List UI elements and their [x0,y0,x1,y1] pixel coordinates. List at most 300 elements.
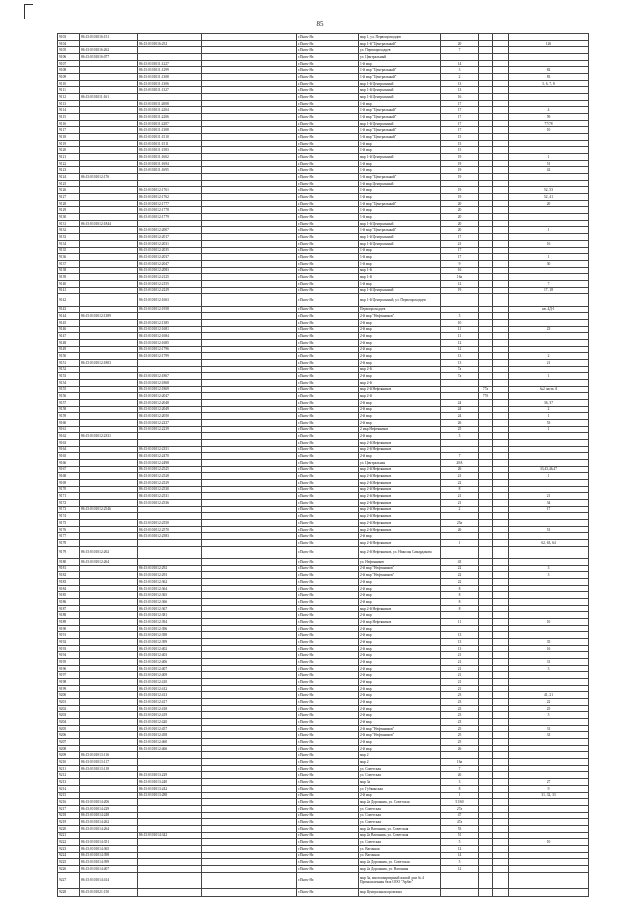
cell-apartment: 5 [509,712,589,719]
table-row [58,406,589,413]
cell-empty [493,712,509,719]
cell-house: 22 [441,565,479,572]
cell-apartment: 62, 63, 64 [509,540,589,547]
cell-cadastral-number: 86:15:0101012:412 [138,685,202,692]
cell-apartment [509,214,589,221]
cell-building [479,366,493,373]
cell-apartment [509,433,589,440]
cell-cadastral-parent: 86:15:0101021:150 [80,888,138,896]
cell-town: г.Пыть-Ях [297,254,359,261]
cell-empty [493,486,509,493]
cell-cadastral-parent: 86:15:0101014:365 [80,845,138,852]
cell-building [479,639,493,646]
cell-empty [202,326,297,333]
cell-address: мкр 1-й Центральный [359,234,441,241]
cell-cadastral-number: 86:15:0101016:252 [138,40,202,47]
table-row [58,366,589,373]
cell-cadastral-number: 86:15:0101012:2498 [138,459,202,466]
cell-building [479,585,493,592]
cell-town: г.Пыть-Ях [297,326,359,333]
table-row [58,639,589,646]
cell-town: г.Пыть-Ях [297,692,359,699]
cell-town: г.Пыть-Ях [297,526,359,533]
cell-empty [202,526,297,533]
cell-cadastral-parent: 86:15:0101012:1389 [80,313,138,320]
cell-cadastral-number [138,34,202,41]
cell-town: г.Пыть-Ях [297,399,359,406]
cell-cadastral-number: 86:15:0101012:1761 [138,187,202,194]
cell-building [479,313,493,320]
cell-apartment [509,393,589,400]
cell-building [479,839,493,846]
cell-building [479,479,493,486]
cell-building [479,825,493,832]
cell-empty [493,280,509,287]
cell-cadastral-parent: 86:15:0101012:1803 [80,359,138,366]
cell-empty [202,214,297,221]
cell-building [479,406,493,413]
cell-empty [493,167,509,174]
cell-town: г.Пыть-Ях [297,459,359,466]
cell-cadastral-parent [80,339,138,346]
cell-empty [493,247,509,254]
cell-address: мкр 2-й Нефтяников [359,479,441,486]
cell-cadastral-parent [80,80,138,87]
cell-town: г.Пыть-Ях [297,493,359,500]
cell-cadastral-parent [80,234,138,241]
cell-cadastral-parent [80,513,138,520]
cell-cadastral-number: 86:15:0101012:2037 [138,254,202,261]
cell-cadastral-parent [80,459,138,466]
cell-row-number: 9172 [58,499,80,506]
cell-cadastral-parent [80,605,138,612]
cell-row-number: 9156 [58,393,80,400]
cell-building [479,274,493,281]
cell-cadastral-parent [80,592,138,599]
cell-building [479,792,493,799]
cell-house [441,446,479,453]
cell-cadastral-parent [80,785,138,792]
cell-town: г.Пыть-Ях [297,114,359,121]
cell-empty [493,386,509,393]
cell-row-number: 9154 [58,379,80,386]
cell-empty [493,459,509,466]
cell-apartment: 1 [509,473,589,480]
cell-row-number: 9158 [58,406,80,413]
cell-empty [493,339,509,346]
cell-cadastral-parent [80,87,138,94]
cell-empty [493,506,509,513]
cell-row-number: 9203 [58,712,80,719]
cell-address: ул. Советская [359,812,441,819]
cell-cadastral-number: 86:15:0101012:2047 [138,260,202,267]
cell-cadastral-number [138,852,202,859]
cell-empty [202,386,297,393]
cell-house: 25а [441,520,479,527]
cell-town: г.Пыть-Ях [297,187,359,194]
cell-house: 17 [441,107,479,114]
cell-empty [202,373,297,380]
cell-empty [493,579,509,586]
cell-cadastral-parent [80,140,138,147]
cell-building [479,486,493,493]
cell-town: г.Пыть-Ях [297,792,359,799]
cell-house: 43 [441,558,479,565]
cell-town: г.Пыть-Ях [297,819,359,826]
cell-address: мкр 1-й Центральный [359,220,441,227]
cell-apartment: 42 [509,167,589,174]
cell-house: 17 [441,234,479,241]
cell-empty [202,167,297,174]
cell-row-number: 9136 [58,254,80,261]
cell-town: г.Пыть-Ях [297,287,359,294]
cell-empty [493,214,509,221]
cell-row-number: 9111 [58,87,80,94]
cell-address: 2-й мкр "Нефтяников" [359,565,441,572]
cell-empty [202,220,297,227]
table-row [58,167,589,174]
cell-empty [202,306,297,313]
table-row [58,739,589,746]
cell-row-number: 9163 [58,439,80,446]
cell-empty [493,54,509,61]
cell-apartment [509,865,589,872]
cell-town: г.Пыть-Ях [297,579,359,586]
cell-cadastral-parent: 86:15:0101014:398 [80,852,138,859]
cell-cadastral-number: 86:15:0101012:2083 [138,267,202,274]
cell-cadastral-parent [80,107,138,114]
cell-row-number: 9198 [58,679,80,686]
cell-cadastral-parent [80,625,138,632]
cell-apartment [509,207,589,214]
cell-row-number: 9202 [58,705,80,712]
cell-row-number: 9135 [58,247,80,254]
cell-cadastral-parent: 86:15:0101014:248 [80,812,138,819]
cell-cadastral-number [138,819,202,826]
cell-town: г.Пыть-Ях [297,366,359,373]
cell-row-number: 9193 [58,645,80,652]
cell-house: 12 [441,865,479,872]
cell-row-number: 9222 [58,839,80,846]
cell-row-number: 9216 [58,799,80,806]
cell-address: 2-й мкр [359,373,441,380]
cell-address: 1-й мкр "Центральный" [359,107,441,114]
cell-empty [493,520,509,527]
cell-address: 1-й мкр [359,147,441,154]
cell-row-number: 9176 [58,526,80,533]
cell-town: г.Пыть-Ях [297,180,359,187]
cell-row-number: 9177 [58,533,80,540]
cell-address: 2-й мкр [359,533,441,540]
cell-house: 25 [441,725,479,732]
cell-building [479,346,493,353]
cell-row-number: 9175 [58,520,80,527]
cell-building [479,247,493,254]
cell-apartment [509,180,589,187]
cell-row-number: 9169 [58,479,80,486]
cell-house: 19 [441,154,479,161]
cell-empty [202,752,297,759]
cell-address: 1-й мкр "Центральный" [359,134,441,141]
cell-empty [493,599,509,606]
cell-empty [202,486,297,493]
cell-empty [202,585,297,592]
cell-building [479,319,493,326]
cell-cadastral-number: 86:15:0101012:2007 [138,227,202,234]
cell-row-number: 9113 [58,100,80,107]
cell-cadastral-parent [80,373,138,380]
cell-building [479,187,493,194]
cell-cadastral-parent: 86:15:0101012:2546 [80,506,138,513]
cell-empty [493,419,509,426]
cell-house [441,393,479,400]
cell-empty [493,526,509,533]
cell-cadastral-number: 86:15:0101012:2530 [138,486,202,493]
cell-house [441,306,479,313]
cell-building [479,572,493,579]
cell-empty [202,134,297,141]
cell-empty [493,665,509,672]
cell-cadastral-number [138,812,202,819]
cell-empty [493,154,509,161]
cell-town: г.Пыть-Ях [297,825,359,832]
table-row [58,379,589,386]
cell-house: 22 [441,579,479,586]
cell-empty [493,779,509,786]
cell-apartment: 3 [509,665,589,672]
table-row [58,274,589,281]
table-row [58,466,589,473]
table-row [58,287,589,294]
cell-empty [493,679,509,686]
cell-address: 2-й мкр [359,685,441,692]
cell-address: 2-й мкр [359,712,441,719]
cell-cadastral-parent: 86:15:0101012:1844 [80,220,138,227]
cell-address: 2-й мкр [359,319,441,326]
cell-cadastral-number: 86:15:0101012:1958 [138,306,202,313]
cell-house: 8 [441,605,479,612]
cell-empty [202,107,297,114]
cell-cadastral-number [138,752,202,759]
cell-empty [493,799,509,806]
cell-address: ул. Вагонная [359,845,441,852]
cell-apartment [509,772,589,779]
cell-apartment: 3 [509,565,589,572]
cell-row-number: 9223 [58,845,80,852]
cell-apartment: 1 [509,373,589,380]
table-row [58,426,589,433]
cell-building [479,280,493,287]
cell-town: г.Пыть-Ях [297,513,359,520]
cell-empty [493,572,509,579]
cell-apartment: 34 [509,499,589,506]
cell-row-number: 9145 [58,319,80,326]
cell-cadastral-number [138,180,202,187]
cell-cadastral-parent [80,333,138,340]
cell-empty [493,605,509,612]
cell-apartment: 2 [509,353,589,360]
table-row [58,40,589,47]
cell-house: 8 [441,486,479,493]
cell-house: 22 [441,479,479,486]
cell-row-number: 9106 [58,54,80,61]
table-row [58,127,589,134]
cell-empty [493,313,509,320]
cell-cadastral-number: 86:15:0101012:367 [138,605,202,612]
cell-building [479,888,493,896]
cell-address: 2-й мкр [359,585,441,592]
cell-row-number: 9225 [58,859,80,866]
cell-building [479,466,493,473]
cell-address: ул. Советская [359,805,441,812]
cell-row-number: 9173 [58,506,80,513]
cell-row-number: 9192 [58,639,80,646]
cell-town: г.Пыть-Ях [297,74,359,81]
cell-cadastral-parent [80,167,138,174]
cell-apartment [509,47,589,54]
cell-cadastral-number [138,865,202,872]
cell-address: 2-й мкр "Нефтяников" [359,732,441,739]
cell-cadastral-parent [80,779,138,786]
cell-row-number: 9127 [58,194,80,201]
cell-empty [493,453,509,460]
cell-empty [202,147,297,154]
cell-cadastral-parent [80,619,138,626]
cell-building [479,579,493,586]
cell-address: мкр 2а Вагонник, ул. Советская [359,825,441,832]
cell-apartment: 53 [509,419,589,426]
cell-row-number: 9153 [58,373,80,380]
cell-town: г.Пыть-Ях [297,359,359,366]
table-row [58,359,589,366]
cell-row-number: 9168 [58,473,80,480]
cell-empty [493,612,509,619]
cell-row-number: 9186 [58,599,80,606]
cell-apartment: 25 [509,705,589,712]
cell-building [479,865,493,872]
table-row [58,207,589,214]
cell-building [479,526,493,533]
cell-town: г.Пыть-Ях [297,612,359,619]
cell-cadastral-number: 86:15:0101012:1385 [138,319,202,326]
cell-empty [493,699,509,706]
cell-house: 19 [441,167,479,174]
cell-cadastral-parent [80,745,138,752]
cell-address: мкр 1-й "Центральный" [359,40,441,47]
cell-empty [202,60,297,67]
cell-apartment [509,174,589,181]
cell-cadastral-number [138,54,202,61]
cell-address: мкр 2а Дорожник, ул. Вагонная [359,865,441,872]
cell-house: 26 [441,526,479,533]
cell-apartment: 21 [509,359,589,366]
cell-house: 19 [441,174,479,181]
cell-empty [202,888,297,896]
table-row [58,533,589,540]
cell-row-number: 9143 [58,306,80,313]
cell-house: 8 [441,599,479,606]
cell-empty [202,599,297,606]
cell-house: 53 [441,825,479,832]
cell-cadastral-parent [80,699,138,706]
cell-apartment: 21 [509,493,589,500]
cell-row-number: 9129 [58,207,80,214]
cell-apartment: 4 [509,107,589,114]
cell-empty [493,619,509,626]
cell-empty [493,353,509,360]
cell-town: г.Пыть-Ях [297,765,359,772]
cell-house: 22 [441,572,479,579]
cell-apartment [509,486,589,493]
cell-row-number: 9195 [58,659,80,666]
cell-apartment [509,852,589,859]
cell-apartment [509,319,589,326]
cell-row-number: 9184 [58,585,80,592]
cell-empty [202,280,297,287]
cell-empty [202,100,297,107]
cell-house: 14 [441,60,479,67]
table-row [58,565,589,572]
table-row [58,759,589,766]
cell-apartment [509,872,589,888]
cell-house [441,612,479,619]
cell-building [479,859,493,866]
cell-building [479,759,493,766]
table-row [58,493,589,500]
cell-row-number: 9196 [58,665,80,672]
cell-town: г.Пыть-Ях [297,333,359,340]
cell-address: ул. Центральная [359,459,441,466]
cell-town: г.Пыть-Ях [297,865,359,872]
cell-address: мкр 1-й Центральный [359,154,441,161]
cell-address: 1-й мкр [359,194,441,201]
cell-row-number: 9226 [58,865,80,872]
cell-town: г.Пыть-Ях [297,520,359,527]
cell-town: г.Пыть-Ях [297,34,359,41]
cell-apartment [509,599,589,606]
cell-cadastral-parent [80,419,138,426]
cell-town: г.Пыть-Ях [297,174,359,181]
cell-apartment [509,147,589,154]
cell-town: г.Пыть-Ях [297,234,359,241]
cell-address: мкр 2-й Нефтяников [359,446,441,453]
cell-apartment: 5, 6, 7, 8 [509,80,589,87]
cell-cadastral-number: 86:15:0101012:2049 [138,406,202,413]
cell-address: 2-й мкр [359,399,441,406]
cell-building [479,546,493,558]
cell-house: 51 [441,832,479,839]
cell-cadastral-parent [80,712,138,719]
cell-row-number: 9105 [58,47,80,54]
cell-house: 13 [441,645,479,652]
cell-empty [202,260,297,267]
cell-empty [202,114,297,121]
cell-building [479,326,493,333]
cell-empty [493,585,509,592]
cell-empty [202,546,297,558]
cell-building [479,74,493,81]
cell-empty [202,845,297,852]
cell-address: 2-й мкр "Нефтяников" [359,313,441,320]
cell-address: мкр 2 [359,759,441,766]
cell-address: мкр 2-й Нефтяников [359,520,441,527]
registry-table [57,33,589,897]
cell-house: 21 [441,672,479,679]
cell-address: мкр 2-й [359,393,441,400]
cell-address: 2-й мкр [359,579,441,586]
cell-apartment [509,247,589,254]
cell-town: г.Пыть-Ях [297,805,359,812]
